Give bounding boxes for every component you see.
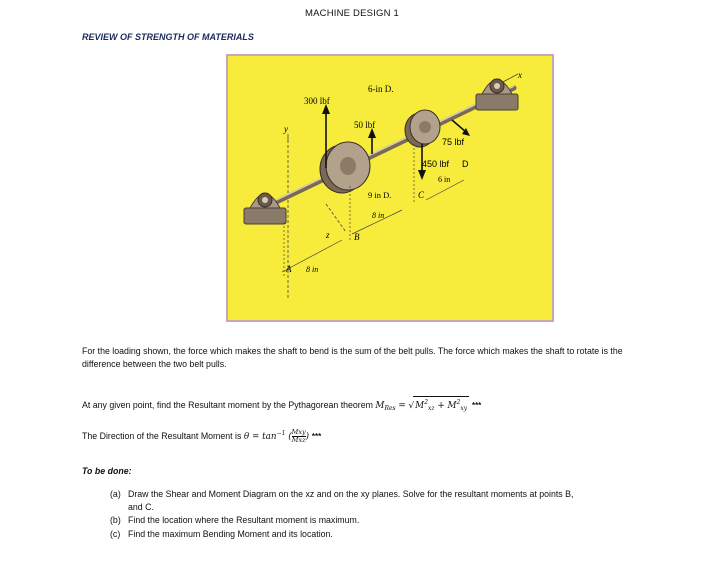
axis-y-label: y	[284, 124, 288, 134]
label-C: C	[418, 190, 425, 200]
document-header: MACHINE DESIGN 1	[305, 8, 399, 19]
resultant-moment-line	[82, 396, 682, 416]
resultant-intro: At any given point, find the Resultant moment by the Pythagorean theorem	[82, 400, 373, 410]
label-6in-d: 6-in D.	[368, 84, 394, 94]
direction-formula: $\theta = \tan^{-1}$ ( $\frac{\text{Mxy}}{\text{Mxz}}$)	[243, 428, 312, 444]
todo-list	[110, 488, 590, 541]
direction-intro: The Direction of the Resultant Moment is	[82, 431, 242, 441]
label-B: B	[354, 232, 360, 242]
label-300: 300 lbf	[304, 96, 330, 106]
label-450: 450 lbf	[422, 159, 450, 169]
label-8in-left: 8 in	[306, 265, 319, 274]
label-A: A	[286, 264, 292, 274]
direction-line	[82, 428, 682, 444]
axis-x-label: x	[518, 70, 522, 80]
label-8in-right: 8 in	[372, 211, 385, 220]
axis-z-label: z	[326, 230, 330, 240]
todo-item-a: (a) Draw the Shear and Moment Diagram on the xz and on the xy planes. Solve for the resultant moments at points B, and C.	[110, 489, 574, 512]
resultant-formula: $M_{Res} = √M^2_{xz} + M^2_{xy}$	[375, 401, 472, 411]
label-50: 50 lbf	[354, 120, 376, 130]
label-D: D	[462, 159, 469, 169]
label-75: 75 lbf	[442, 137, 465, 147]
section-title: REVIEW OF STRENGTH OF MATERIALS	[82, 32, 254, 42]
todo-heading: To be done:	[82, 466, 132, 476]
direction-dots: ***	[311, 432, 322, 441]
label-6in-dim: 6 in	[438, 175, 451, 184]
shaft-figure	[226, 54, 554, 322]
resultant-dots: ***	[471, 401, 482, 410]
label-9in-d: 9 in D.	[368, 190, 392, 200]
todo-item-c: (c) Find the maximum Bending Moment and its location.	[110, 528, 333, 539]
todo-item-b: (b) Find the location where the Resultant moment is maximum.	[110, 515, 360, 525]
loading-paragraph: For the loading shown, the force which makes the shaft to bend is the sum of the belt pulls. The force which makes the shaft to rotate is the difference between the two belt pulls.	[82, 346, 623, 369]
